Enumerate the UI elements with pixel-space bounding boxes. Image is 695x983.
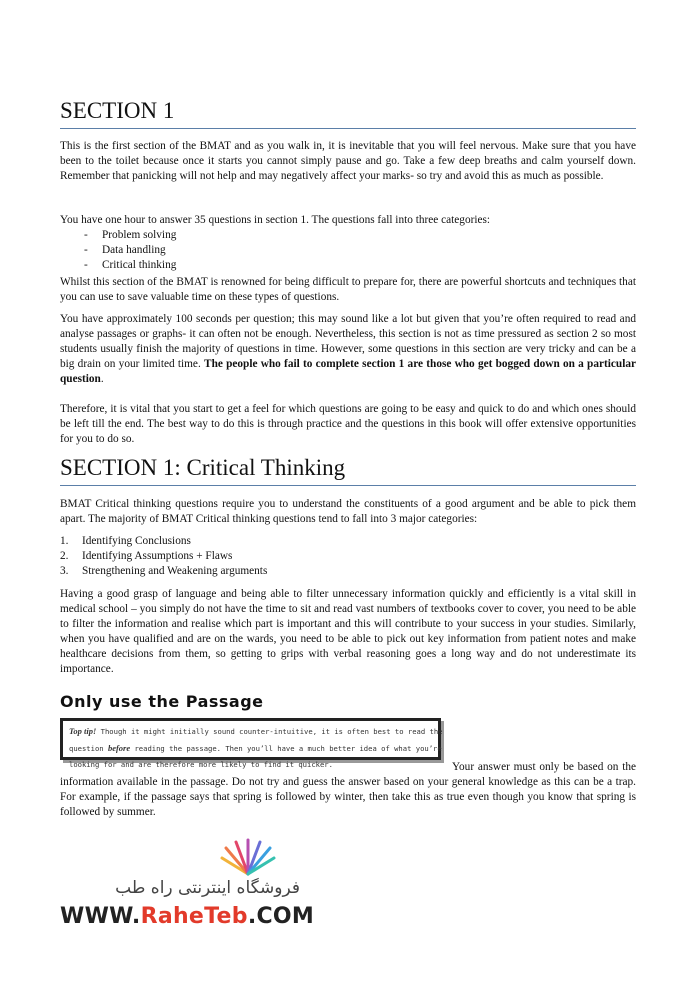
- section2-paragraph-1: BMAT Critical thinking questions require you to understand the constituents of a good argument and be able to pick them apart. The majority of BMAT Critical thinking questions tend to fall into 3 major categories:: [60, 498, 636, 525]
- list-item: [60, 534, 636, 549]
- list-number: 2.: [60, 550, 69, 562]
- open-book-icon: [208, 838, 288, 878]
- list-number: 1.: [60, 535, 69, 547]
- paragraph-end: .: [100, 373, 104, 385]
- watermark-logo: [60, 838, 315, 929]
- tip-text: reading the passage. Then you’ll have a much better idea of what you’re: [130, 744, 442, 753]
- section1-paragraph-2: You have one hour to answer 35 questions in section 1. The questions fall into three categories:: [60, 214, 491, 226]
- tip-line: [69, 723, 443, 740]
- tip-line: [69, 740, 442, 757]
- paragraph-start: Your answer must only be based on: [452, 761, 619, 773]
- bold-statement: The people who fail to complete section 1 are those who get bogged down on a particular question: [60, 358, 637, 385]
- tip-emphasis: before: [107, 743, 131, 753]
- url-prefix: WWW.: [60, 904, 141, 929]
- numbered-list: [60, 534, 636, 579]
- list-text: Strengthening and Weakening arguments: [82, 565, 268, 577]
- list-number: 3.: [60, 565, 69, 577]
- category-list: [60, 228, 628, 273]
- list-text: Identifying Assumptions + Flaws: [82, 550, 233, 562]
- section-title: SECTION 1: Critical Thinking: [60, 455, 636, 486]
- tip-text: looking for and are therefore more likely to find it quicker.: [69, 760, 333, 769]
- tip-text: question: [69, 744, 108, 753]
- watermark-persian: فروشگاه اینترنتی راه طب: [115, 878, 300, 898]
- section1-paragraph-5: Therefore, it is vital that you start to get a feel for which questions are going to be easy and quick to do and which ones should be left till the end. The best way to do this is through practice and the questions in this book will offer extensive opportunities for you to do so.: [60, 403, 636, 445]
- list-item: [60, 549, 636, 564]
- watermark-url: [60, 904, 314, 929]
- section-title: SECTION 1: [60, 98, 636, 129]
- paragraph-rest: the information available in the passage. Do not try and guess the answer based on your general knowledge as this can be a trap. For example, if the passage says that spring is followed by winter, then take this as true even though you know that spring is followed by summer.: [60, 761, 637, 818]
- top-tip-box: [60, 718, 443, 769]
- url-brand: RaheTeb: [140, 904, 248, 929]
- paragraph-text: You have approximately 100 seconds per question; this may sound like a lot but given that you’re often required to read and analyse passages or graphs- it can often not be enough. Nevertheless, this section is not as time pressured as section 2 so most students usually finish the majority of questions in time. However, some questions in this section are very tricky and can be a big drain on your limited time.: [60, 313, 636, 370]
- section2-paragraph-2: Having a good grasp of language and being able to filter unnecessary information quickly and efficiently is a vital skill in medical school – you simply do not have the time to sit and read vast numbers of textbooks cover to cover, you need to be able to filter the information and realise which part is important and this will contribute to your success in your studies. Similarly, when you have qualified and are on the wards, you need to be able to pick out key information from patient notes and make healthcare decisions from them, so getting to grips with verbal reasoning goes a long way and do not underestimate its importance.: [60, 588, 636, 675]
- list-item: - Data handling: [88, 243, 628, 258]
- list-item: - Problem solving: [88, 228, 628, 243]
- section1-paragraph-4: [60, 312, 636, 387]
- tip-text: Though it might initially sound counter-intuitive, it is often best to read the: [96, 727, 443, 736]
- list-item: - Critical thinking: [88, 258, 628, 273]
- list-item: [60, 564, 636, 579]
- list-text: Identifying Conclusions: [82, 535, 191, 547]
- subheading: Only use the Passage: [60, 692, 264, 711]
- tip-label: Top tip!: [69, 726, 97, 736]
- tip-line: [69, 757, 432, 773]
- url-suffix: .COM: [247, 904, 315, 929]
- section1-paragraph-3: Whilst this section of the BMAT is renowned for being difficult to prepare for, there are powerful shortcuts and techniques that you can use to save valuable time on these types of questions.: [60, 276, 636, 303]
- section1-paragraph-1: This is the first section of the BMAT and as you walk in, it is inevitable that you will feel nervous. Make sure that you have been to the toilet because once it starts you cannot simply pause and go. Take a few deep breaths and calm yourself down. Remember that panicking will not help and may negatively affect your marks- so try and avoid this as much as possible.: [60, 140, 636, 182]
